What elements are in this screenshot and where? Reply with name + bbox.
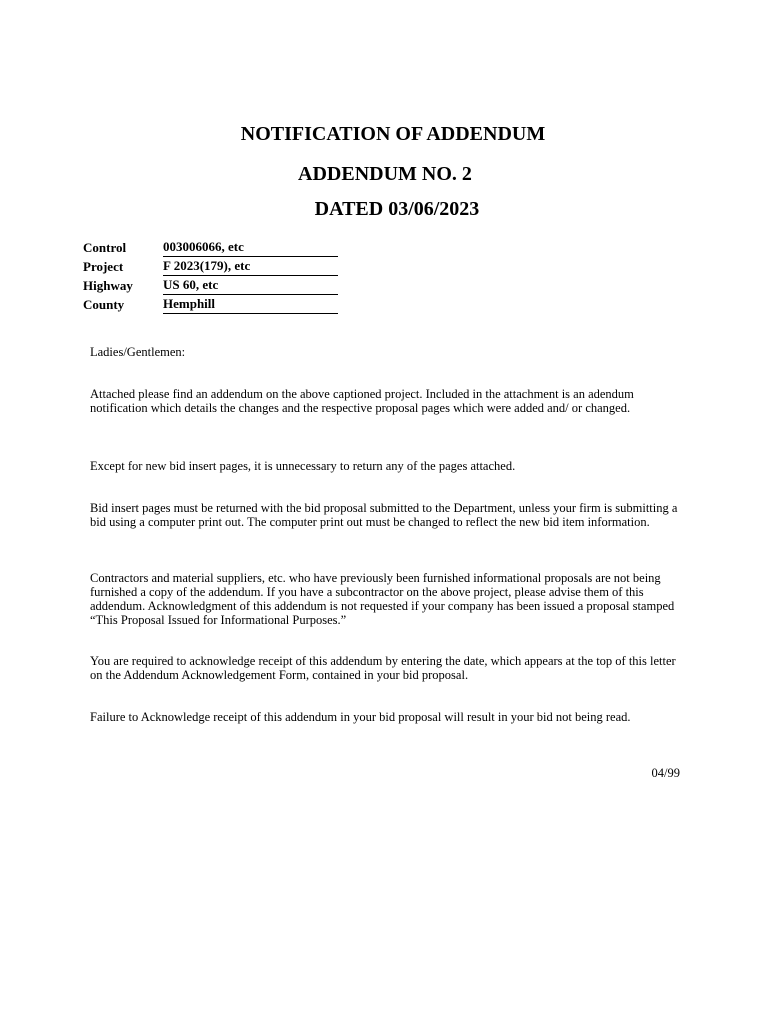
info-row-project xyxy=(83,257,338,276)
salutation: Ladies/Gentlemen: xyxy=(90,345,186,359)
project-info-block xyxy=(83,238,338,314)
addendum-date: DATED 03/06/2023 xyxy=(314,198,480,220)
paragraph-acknowledge: You are required to acknowledge receipt of this addendum by entering the date, which appears at the top of this letter on the Addendum Acknowledgement Form, contained in your bid proposal. xyxy=(90,654,676,682)
paragraph-failure: Failure to Acknowledge receipt of this addendum in your bid proposal will result in your bid not being read. xyxy=(90,710,631,724)
paragraph-bid-insert: Bid insert pages must be returned with the bid proposal submitted to the Department, unless your firm is submitting a bid using a computer print out. The computer print out must be changed to reflect the new bid item information. xyxy=(90,501,678,529)
county-value: Hemphill xyxy=(163,296,338,314)
paragraph-return-pages: Except for new bid insert pages, it is unnecessary to return any of the pages attached. xyxy=(90,459,516,473)
project-value: F 2023(179), etc xyxy=(163,258,338,276)
info-row-control xyxy=(83,238,338,257)
info-row-county xyxy=(83,295,338,314)
control-label: Control xyxy=(83,240,127,255)
highway-label: Highway xyxy=(83,278,133,293)
project-label: Project xyxy=(83,259,124,274)
paragraph-attachment: Attached please find an addendum on the above captioned project. Included in the attachment is an adendum notification which details the changes and the respective proposal pages which were added and/ or changed. xyxy=(90,387,634,415)
info-row-highway xyxy=(83,276,338,295)
addendum-number: ADDENDUM NO. 2 xyxy=(298,163,472,185)
highway-value: US 60, etc xyxy=(163,277,338,295)
paragraph-contractors: Contractors and material suppliers, etc. who have previously been furnished informational proposals are not being furnished a copy of the addendum. If you have a subcontractor on the above project, please advise them of this addendum. Acknowledgment of this addendum is not requested if your company has been issued a proposal stamped “This Proposal Issued for Informational Purposes.” xyxy=(90,571,675,627)
control-value: 003006066, etc xyxy=(163,239,338,257)
revision-code: 04/99 xyxy=(651,766,680,780)
county-label: County xyxy=(83,297,125,312)
document-title: NOTIFICATION OF ADDENDUM xyxy=(240,123,546,145)
